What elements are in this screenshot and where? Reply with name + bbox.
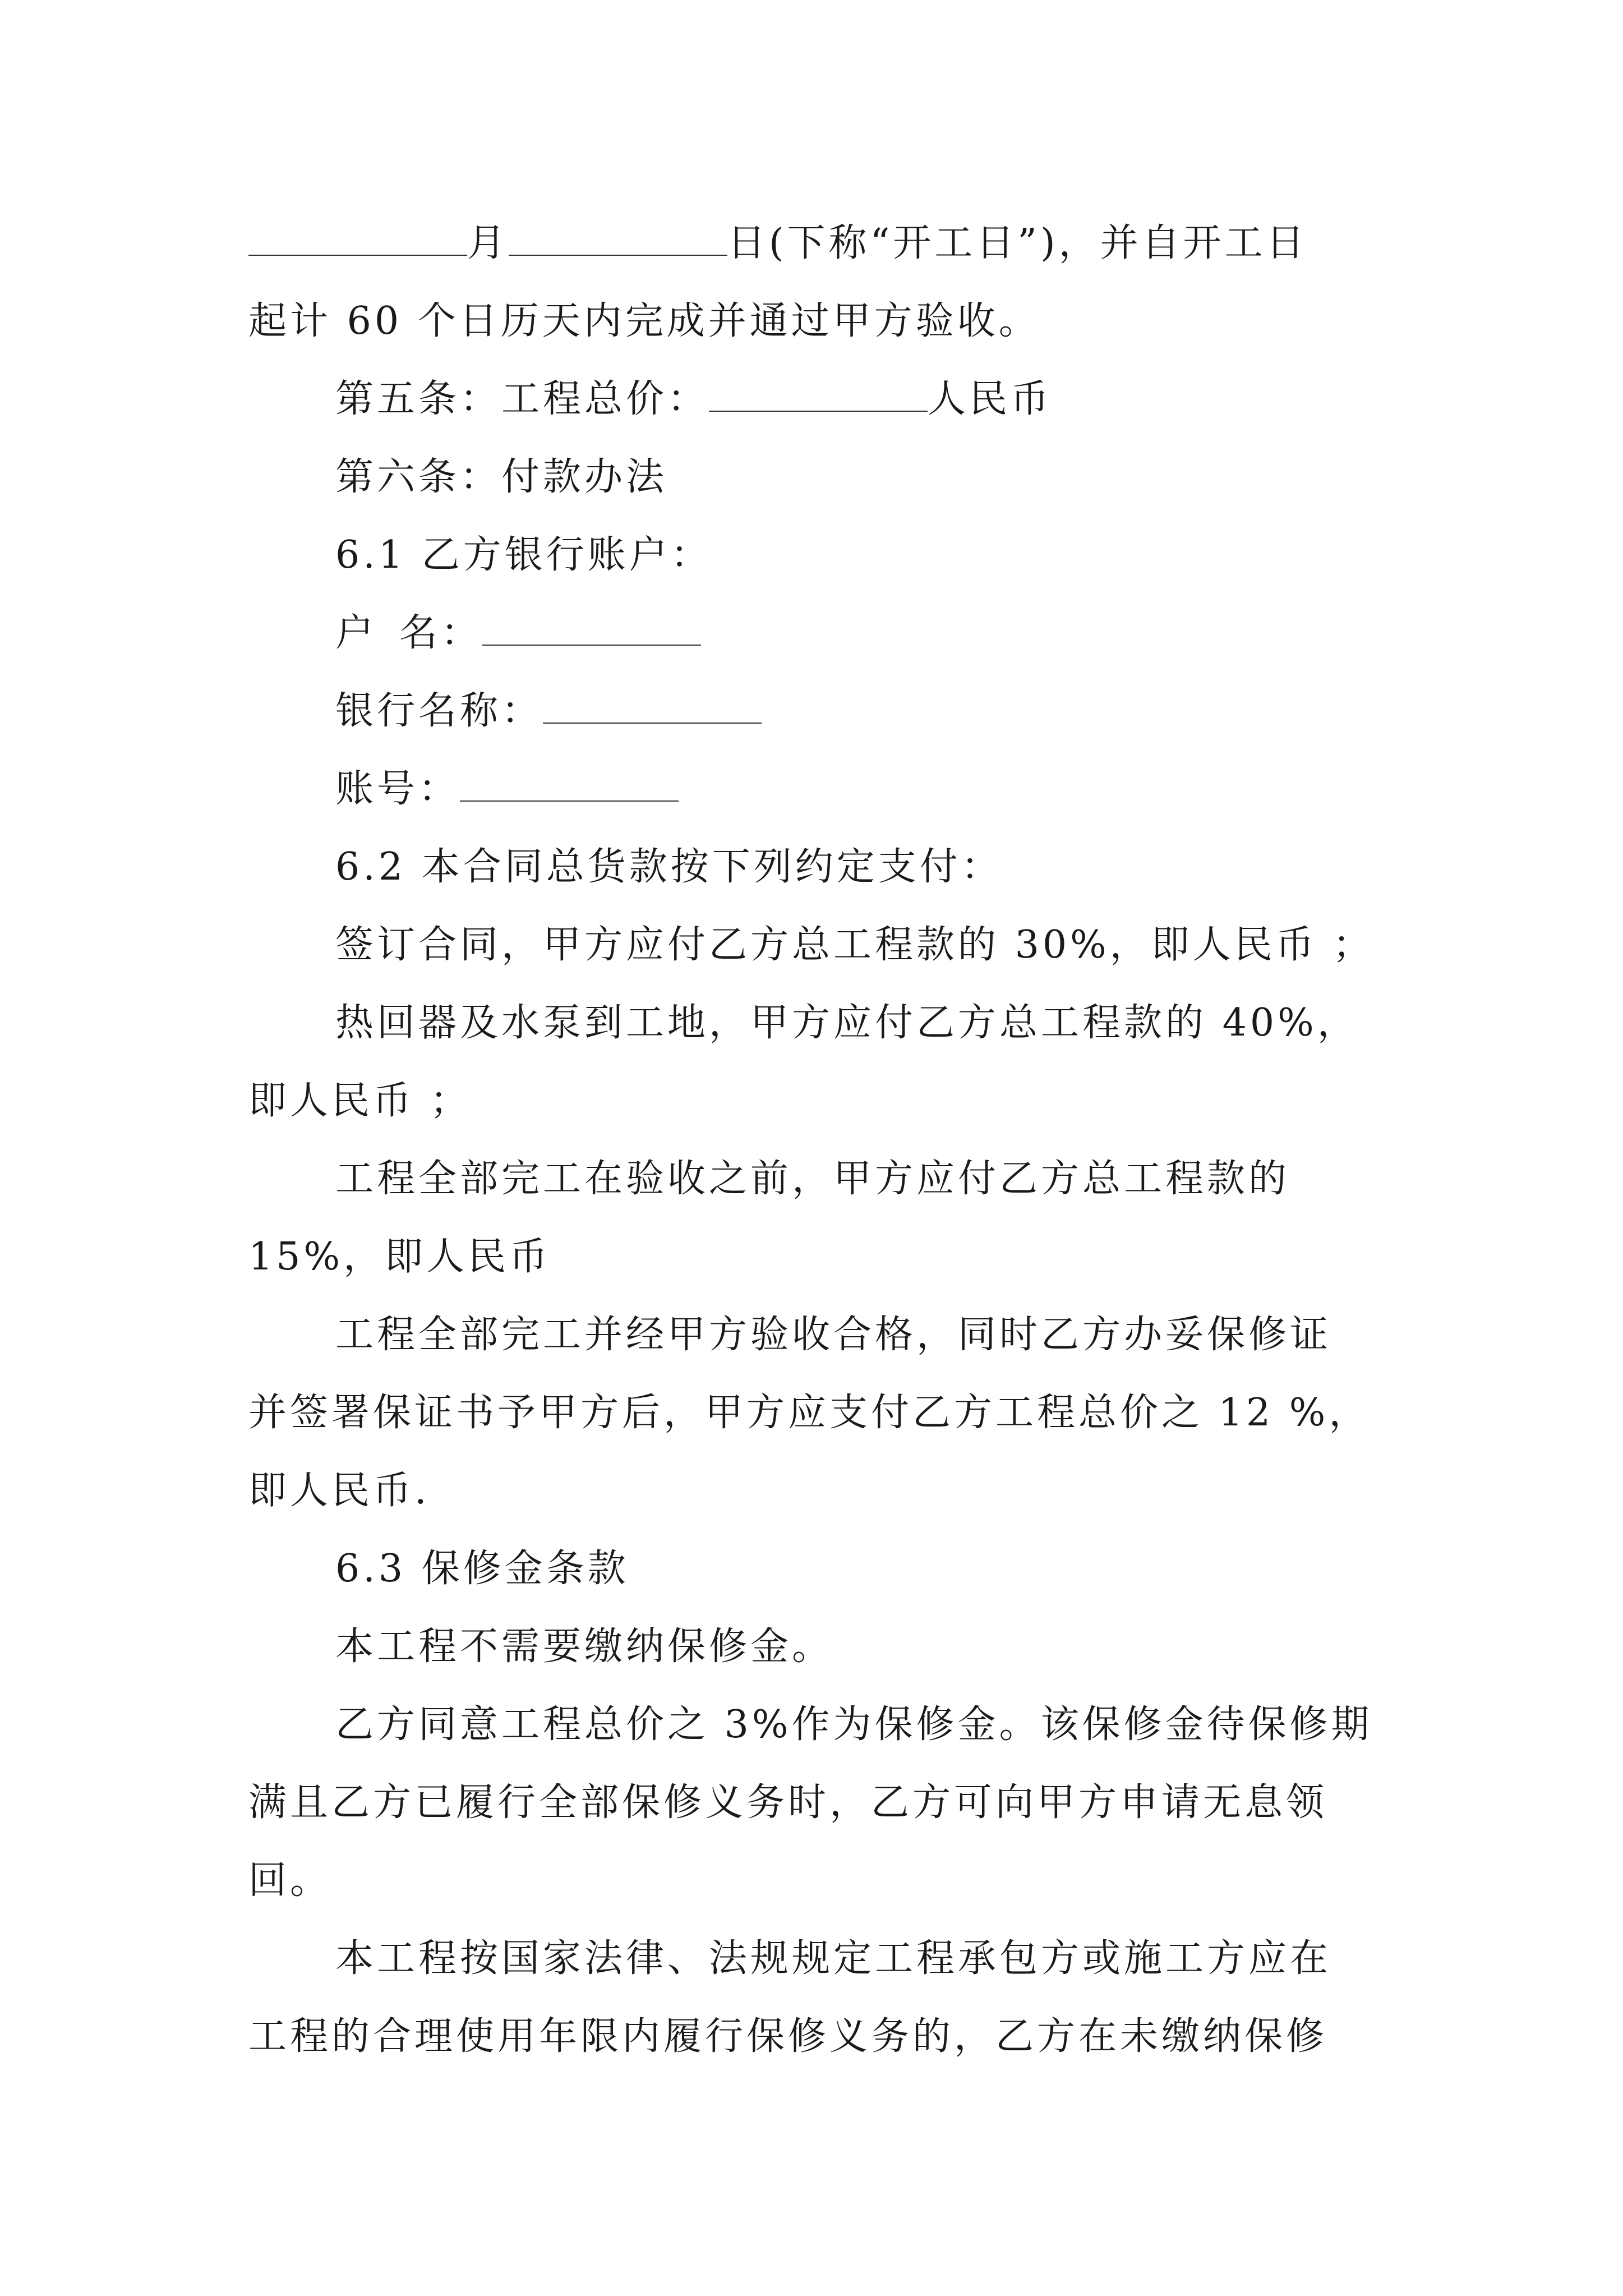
text-line-22: 回。 [248,1858,332,1903]
article-5-label: 第五条：工程总价： [335,377,709,421]
text-line-15: 工程全部完工并经甲方验收合格，同时乙方办妥保修证 [335,1313,1332,1357]
article-5-unit: 人民币 [928,377,1053,421]
text-line-11: 热回器及水泵到工地，甲方应付乙方总工程款的 40%， [335,1001,1359,1045]
account-name-label: 名： [399,611,483,655]
text-line-20: 乙方同意工程总价之 3%作为保修金。该保修金待保修期 [335,1703,1373,1747]
text-line-14: 15%，即人民币 [248,1235,551,1279]
text-line-10: 签订合同，甲方应付乙方总工程款的 30%，即人民币 ； [335,923,1375,967]
text-line-4: 第六条：付款办法 [335,455,668,499]
blank-account-number [460,766,679,802]
text-line-2: 起计 60 个日历天内完成并通过甲方验收。 [248,299,1040,343]
account-number-label: 账号： [335,767,460,811]
blank-bank-name [543,688,762,724]
text-line-6 [335,608,701,659]
text-line-5: 6.1 乙方银行账户： [335,533,712,577]
text-line-19: 本工程不需要缴纳保修金。 [335,1625,834,1669]
blank-day [509,220,727,256]
text-line-1 [248,218,1308,269]
blank-month [248,220,467,256]
text-line-8 [335,763,679,815]
text-line-3 [335,374,1052,425]
blank-account-name [482,610,701,646]
text-line-18: 6.3 保修金条款 [335,1547,629,1591]
text-line-23: 本工程按国家法律、法规规定工程承包方或施工方应在 [335,1936,1332,1981]
text-line-13: 工程全部完工在验收之前，甲方应付乙方总工程款的 [335,1157,1290,1201]
line-1-tail: 日(下称“开工日”)，并自开工日 [727,221,1308,265]
text-line-7 [335,685,762,737]
blank-total-price [709,376,928,412]
text-line-9: 6.2 本合同总货款按下列约定支付： [335,845,1003,889]
text-line-17: 即人民币. [248,1469,430,1513]
bank-name-label: 银行名称： [335,689,543,733]
text-line-16: 并签署保证书予甲方后，甲方应支付乙方工程总价之 12 %， [248,1391,1371,1435]
account-name-char-1: 户 [335,611,377,655]
text-line-24: 工程的合理使用年限内履行保修义务的，乙方在未缴纳保修 [248,2014,1328,2059]
text-line-21: 满且乙方已履行全部保修义务时，乙方可向甲方申请无息领 [248,1780,1328,1825]
text-line-12: 即人民币 ； [248,1079,472,1123]
month-label: 月 [467,221,509,265]
